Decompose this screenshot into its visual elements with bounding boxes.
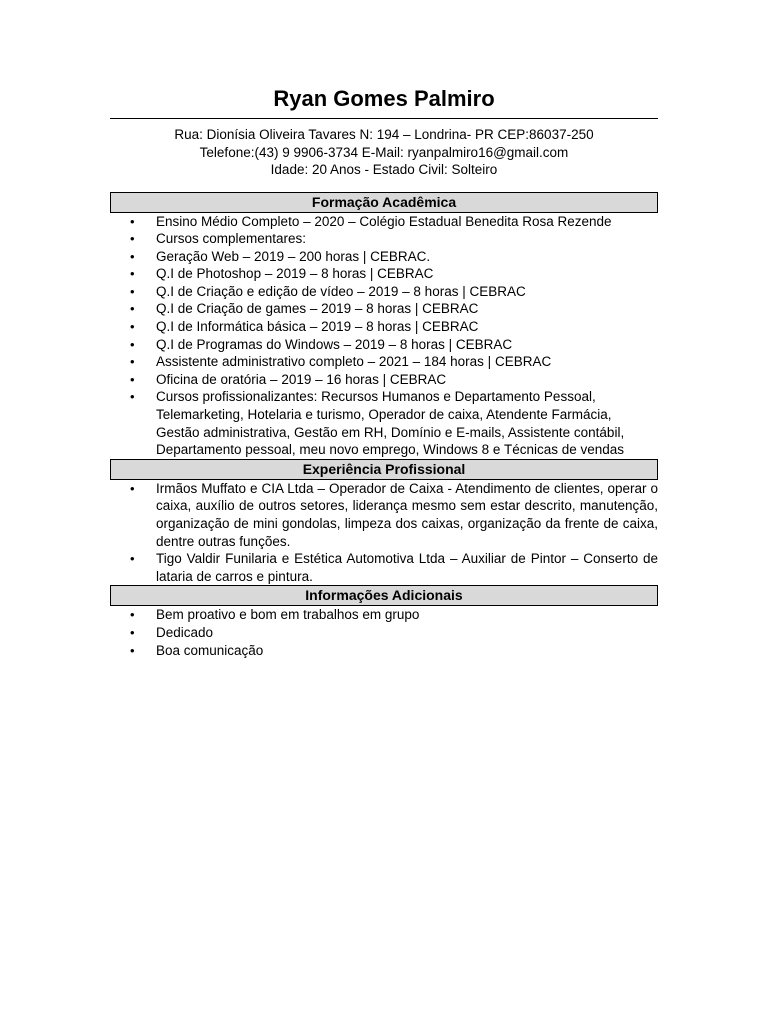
list-item [110,300,658,318]
list-item-text: Irmãos Muffato e CIA Ltda – Operador de Caixa - Atendimento de clientes, operar o caixa, auxílio de outros setores, liderança mesmo sem estar descrito, manutenção, organização de mini gondolas, limpeza dos caixas, organização da frente de caixa, dentre outras funções. [156,480,658,549]
bullet-icon: • [130,480,135,496]
age-status-line: Idade: 20 Anos - Estado Civil: Solteiro [270,162,498,177]
adicionais-list [110,606,658,659]
bullet-icon: • [130,371,135,387]
list-item-text: Boa comunicação [156,642,264,658]
list-item [110,248,658,266]
list-item [110,550,658,585]
contact-block [110,126,658,179]
bullet-icon: • [130,231,135,247]
list-item [110,318,658,336]
phone-email-line: Telefone:(43) 9 9906-3734 E-Mail: ryanpalmiro16@gmail.com [199,144,569,160]
list-item-text: Oficina de oratória – 2019 – 16 horas | CEBRAC [156,371,447,387]
list-item-text: Cursos profissionalizantes: Recursos Humanos e Departamento Pessoal, Telemarketing, Hotelaria e turismo, Operador de caixa, Atendente Farmácia, Gestão administrativa, Gestão em RH, Domínio e E-mails, Assistente contábil, Departamento pessoal, meu novo emprego, Windows 8 e Técnicas de vendas [156,389,625,458]
list-item [110,283,658,301]
bullet-icon: • [130,624,135,640]
list-item [110,371,658,389]
list-item [110,353,658,371]
section-header-adicionais: Informações Adicionais [110,585,658,606]
list-item-text: Ensino Médio Completo – 2020 – Colégio Estadual Benedita Rosa Rezende [156,213,612,229]
list-item-text: Tigo Valdir Funilaria e Estética Automotiva Ltda – Auxiliar de Pintor – Conserto de lataria de carros e pintura. [156,551,658,584]
bullet-icon: • [130,301,135,317]
list-item-text: Cursos complementares: [156,231,307,247]
title-divider [110,118,658,119]
list-item-text: Dedicado [156,624,214,640]
list-item [110,624,658,642]
list-item [110,480,658,550]
list-item-text: Q.I de Photoshop – 2019 – 8 horas | CEBRAC [156,266,434,282]
bullet-icon: • [130,319,135,335]
list-item-text: Q.I de Informática básica – 2019 – 8 horas | CEBRAC [156,319,479,335]
list-item [110,606,658,624]
bullet-icon: • [130,248,135,264]
list-item-text: Assistente administrativo completo – 2021 – 184 horas | CEBRAC [156,354,552,370]
list-item [110,388,658,458]
bullet-icon: • [130,213,135,229]
list-item [110,265,658,283]
section-header-formacao: Formação Acadêmica [110,192,658,213]
bullet-icon: • [130,354,135,370]
list-item-text: Q.I de Criação de games – 2019 – 8 horas | CEBRAC [156,301,479,317]
list-item-text: Q.I de Programas do Windows – 2019 – 8 horas | CEBRAC [156,336,513,352]
list-item [110,336,658,354]
bullet-icon: • [130,266,135,282]
candidate-name: Ryan Gomes Palmiro [273,86,495,111]
list-item [110,230,658,248]
bullet-icon: • [130,551,135,567]
bullet-icon: • [130,642,135,658]
address-line: Rua: Dionísia Oliveira Tavares N: 194 – Londrina- PR CEP:86037-250 [174,127,594,142]
bullet-icon: • [130,336,135,352]
resume-page [110,84,658,659]
list-item-text: Geração Web – 2019 – 200 horas | CEBRAC. [156,248,431,264]
list-item-text: Q.I de Criação e edição de vídeo – 2019 – 8 horas | CEBRAC [156,283,526,299]
bullet-icon: • [130,607,135,623]
bullet-icon: • [130,389,135,405]
list-item-text: Bem proativo e bom em trabalhos em grupo [156,607,420,623]
list-item [110,642,658,660]
bullet-icon: • [130,283,135,299]
experiencia-list [110,480,658,586]
formacao-list [110,213,658,459]
section-header-experiencia: Experiência Profissional [110,459,658,480]
list-item [110,213,658,231]
